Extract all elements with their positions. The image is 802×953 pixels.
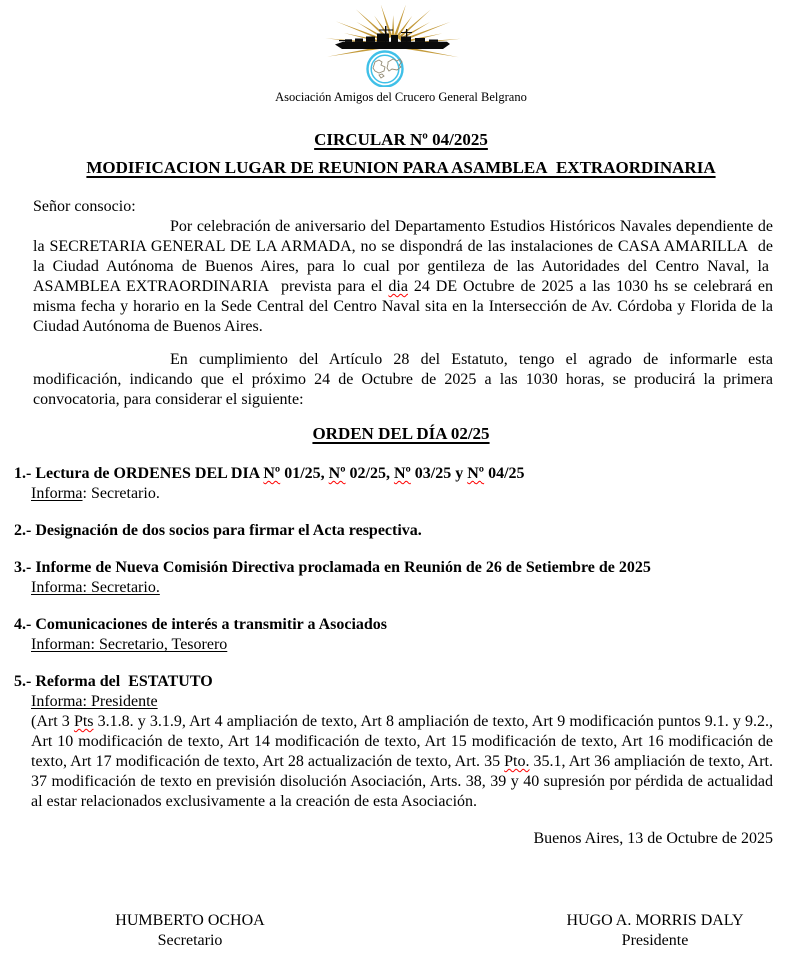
item-number: 3.- [14, 559, 32, 576]
item-title: 1.- Lectura de ORDENES DEL DIA Nº 01/25, Nº 02/25, Nº 03/25 y Nº 04/25 [14, 465, 525, 482]
subject-heading: MODIFICACION LUGAR DE REUNION PARA ASAMBLEA EXTRAORDINARIA [86, 158, 716, 177]
item-title: 4.- Comunicaciones de interés a transmitir a Asociados [14, 616, 388, 633]
item-number: 2.- [14, 522, 32, 539]
item-title: 2.- Designación de dos socios para firmar el Acta respectiva. [14, 522, 422, 539]
agenda-item-4 [14, 615, 773, 655]
organization-name: Asociación Amigos del Crucero General Belgrano [275, 90, 527, 104]
sun-rays-icon [325, 5, 461, 57]
item-detail: (Art 3 Pts 3.1.8. y 3.1.9, Art 4 ampliación de texto, Art 8 ampliación de texto, Art 9 modificación puntos 9.1. y 9.2., Art 10 modificación de texto, Art 14 modificación de texto, Art 15 modificación de texto, Art 16 modificación de texto, Art 17 modificación de texto, Art 28 actualización de texto, Art. 35 Pto. 35.1, Art 36 ampliación de texto, Art. 37 modificación de texto en previsión disolución Asociación, Arts. 38, 39 y 40 supresión por pérdida de actualidad al estar relacionados exclusivamente a la creación de esta Asociación. [31, 713, 774, 810]
circular-number-heading: CIRCULAR Nº 04/2025 [314, 130, 488, 149]
signatory-role: Secretario [157, 932, 223, 949]
agenda-list [14, 464, 773, 812]
agenda-item-1 [14, 464, 773, 504]
life-ring-icon [368, 52, 403, 87]
signatory-name: HUGO A. MORRIS DALY [566, 912, 744, 929]
item-info: Informa: Presidente [31, 693, 158, 710]
salutation: Señor consocio: [33, 198, 136, 215]
item-title: 5.- Reforma del ESTATUTO [14, 673, 213, 690]
association-emblem [309, 5, 479, 87]
signature-secretary [40, 911, 340, 951]
agenda-heading: ORDEN DEL DÍA 02/25 [312, 424, 490, 443]
item-info: Informa: Secretario. [31, 579, 160, 596]
item-info: Informan: Secretario, Tesorero [31, 636, 228, 653]
paragraph-venue-change: Por celebración de aniversario del Departamento Estudios Históricos Navales dependiente de la SECRETARIA GENERAL DE LA ARMADA, no se dispondrá de las instalaciones de CASA AMARILLA de la Ciudad Autónoma de Buenos Aires, para lo cual por gentileza de las Autoridades del Centro Naval, la ASAMBLEA EXTRAORDINARIA prevista para el dia 24 DE Octubre de 2025 a las 1030 hs se celebrará en misma fecha y horario en la Sede Central del Centro Naval sita en la Intersección de Av. Córdoba y Florida de la Ciudad Autónoma de Buenos Aires. [33, 218, 773, 335]
agenda-item-3 [14, 558, 773, 598]
signatory-role: Presidente [621, 932, 689, 949]
signatory-name: HUMBERTO OCHOA [115, 912, 265, 929]
letter-body [33, 197, 773, 410]
item-number: 1.- [14, 465, 32, 482]
paragraph-statute-notice: En cumplimiento del Artículo 28 del Estatuto, tengo el agrado de informarle esta modificación, indicando que el próximo 24 de Octubre de 2025 a las 1030 horas, se producirá la primera convocatoria, para considerar el siguiente: [33, 351, 773, 408]
item-number: 4.- [14, 616, 32, 633]
agenda-item-5 [14, 672, 773, 812]
item-info: Informa: Secretario. [31, 485, 160, 502]
item-number: 5.- [14, 673, 32, 690]
signature-president [505, 911, 802, 951]
agenda-item-2 [14, 521, 773, 541]
item-title: 3.- Informe de Nueva Comisión Directiva proclamada en Reunión de 26 de Setiembre de 2025 [14, 559, 651, 576]
signature-block [0, 911, 802, 953]
dateline: Buenos Aires, 13 de Octubre de 2025 [533, 830, 773, 847]
